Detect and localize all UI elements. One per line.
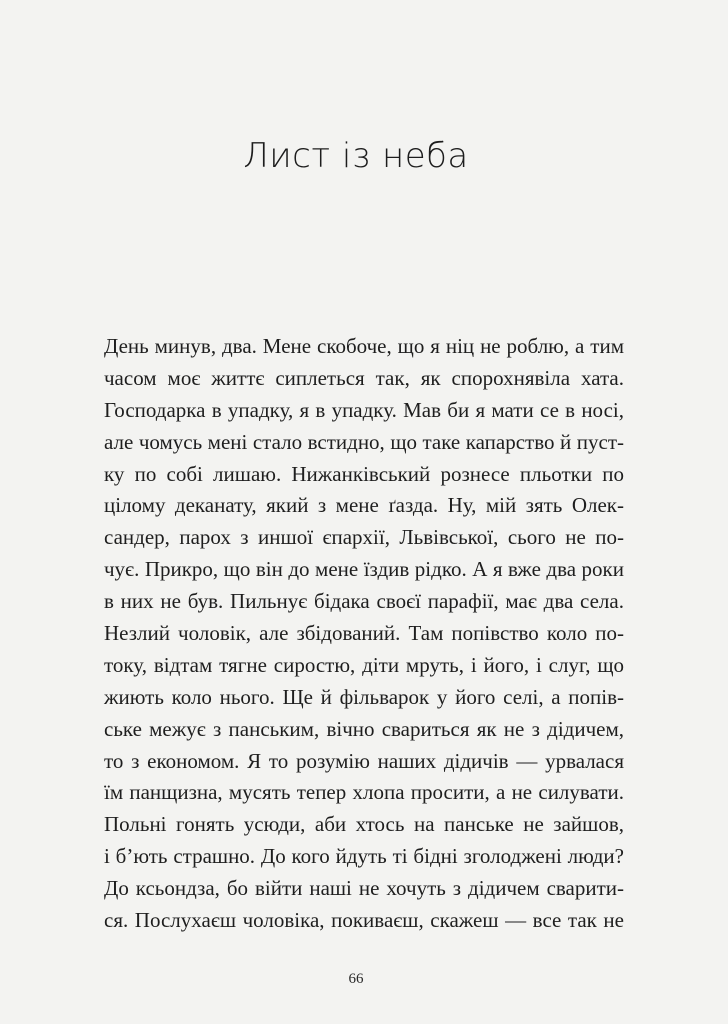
text-line: Польні гонять усюди, аби хтось на панське не зайшов,: [104, 812, 624, 837]
text-line: чує. Прикро, що він до мене їздив рідко. А я вже два роки: [104, 557, 624, 582]
page-number: 66: [348, 971, 364, 987]
text-line: току, відтам тягне сиростю, діти мруть, і його, і слуг, що: [104, 652, 624, 677]
chapter-title: Лист із неба: [243, 136, 469, 176]
text-line: але чомусь мені стало встидно, що таке капарство й пуст-: [104, 429, 624, 454]
text-line: День минув, два. Мене скобоче, що я ніц не роблю, а тим: [104, 334, 624, 358]
text-line: ське межує з панським, вічно свариться як не з дідичем,: [104, 716, 624, 741]
text-line: то з економом. Я то розумію наших дідичів — урвалася: [104, 748, 624, 773]
text-line: Незлий чоловік, але збідований. Там попівство коло по-: [104, 621, 624, 646]
text-line: Господарка в упадку, я в упадку. Мав би я мати се в носі,: [104, 397, 624, 422]
text-line: і б’ють страшно. До кого йдуть ті бідні зголоджені люди?: [104, 844, 624, 869]
text-line: їм панщизна, мусять тепер хлопа просити, а не силувати.: [104, 780, 624, 805]
text-line: До ксьондза, бо війти наші не хочуть з дідичем сварити-: [104, 876, 624, 901]
text-line: сандер, парох з иншої єпархії, Львівської, сього не по-: [104, 525, 624, 550]
body-paragraph: [104, 331, 624, 937]
text-line: ку по собі лишаю. Нижанківський рознесе пльотки по: [104, 461, 624, 486]
text-line: ся. Послухаєш чоловіка, покиваєш, скажеш — все так не: [104, 908, 624, 933]
text-line: цілому деканату, який з мене ґазда. Ну, мій зять Олек-: [104, 493, 624, 518]
text-line: жиють коло нього. Ще й фільварок у його селі, а попів-: [104, 684, 624, 709]
text-line: в них не був. Пильнує бідака своєї парафії, має два села.: [104, 589, 624, 614]
text-line: часом моє життє сиплеться так, як спорохнявіла хата.: [104, 365, 624, 390]
